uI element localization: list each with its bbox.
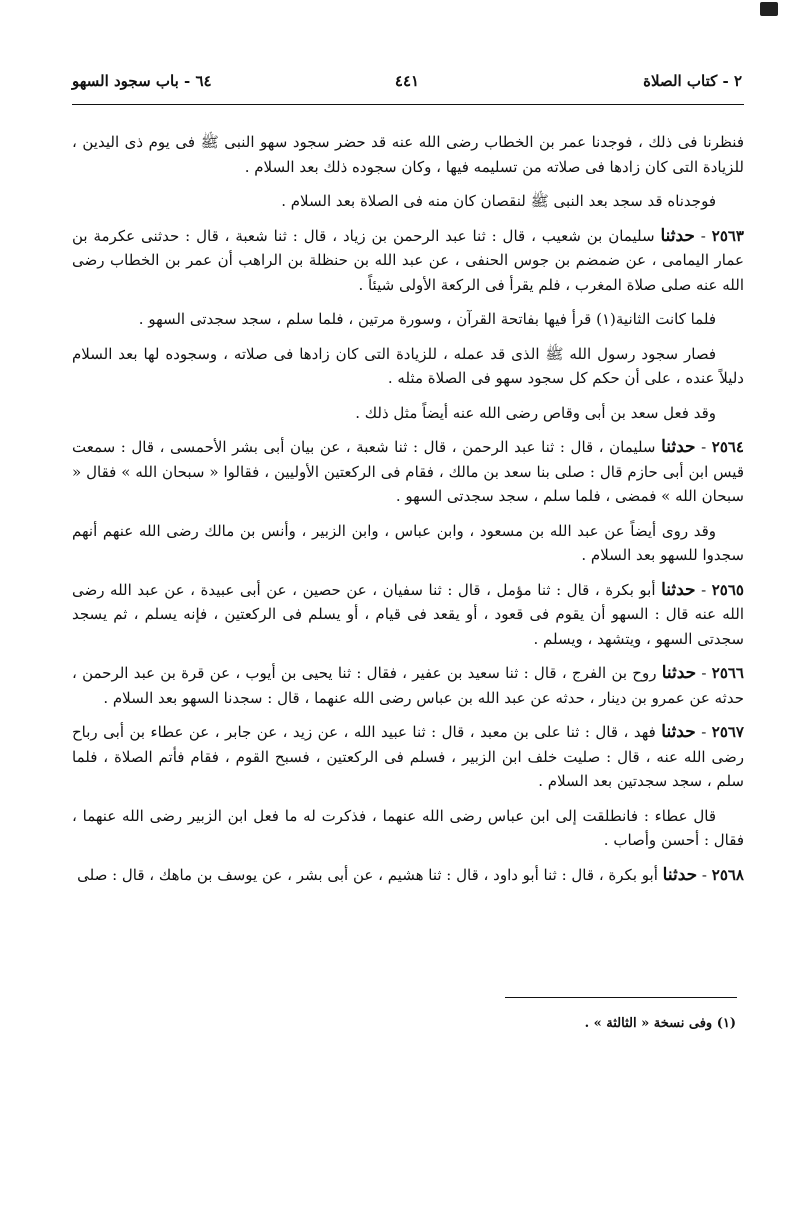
text-paragraph: [72, 519, 744, 568]
text-paragraph: [72, 307, 744, 332]
paragraph-text: قال عطاء : فانطلقت إلى ابن عباس رضى الله عنهما ، فذكرت له ما فعل ابن الزبير رضى الله عنهما ، فقال : أحسن وأصاب .: [72, 806, 744, 849]
haddathana-label: حدثنا: [661, 437, 696, 457]
haddathana-label: حدثنا: [661, 579, 696, 600]
hadith-number: ٢٥٦٨: [711, 865, 744, 884]
hadith-number: ٢٥٦٤: [711, 438, 744, 456]
haddathana-label: حدثنا: [661, 722, 696, 742]
running-header: [72, 72, 742, 98]
paragraph-spacer: [72, 710, 744, 720]
hadith-number: ٢٥٦٥: [711, 580, 744, 599]
paragraph-text: فوجدناه قد سجد بعد النبى ﷺ لنقصان كان منه فى الصلاة بعد السلام .: [281, 192, 716, 210]
paragraph-text: روح بن الفرج ، قال : ثنا سعيد بن عفير ، فقال : ثنا يحيى بن أيوب ، عن قرة بن عبد الرحمن ، حدثه عن عمرو بن دينار ، حدثه عن عبد الله بن عباس رضى الله عنهما ، قال : سجدنا السهو بعد السلام .: [72, 664, 744, 707]
paragraph-text: أبو بكرة ، قال : ثنا مؤمل ، قال : ثنا سفيان ، عن حصين ، عن أبى عبيدة ، عن عبد الله رضى الله عنه قال : السهو أن يقوم فى قعود ، أو يقعد فى قيام ، أو يسلم فى الركعتين ، فإنه يسلم ، ثم يسجد سجدتى السهو ، ويتشهد ، ويسلم .: [72, 580, 744, 648]
text-paragraph: [72, 189, 744, 214]
hadith-paragraph: ٢٥٦٤ - حدثنا سليمان ، قال : ثنا عبد الرحمن ، قال : ثنا شعبة ، عن بيان أبى بشر الأحمسى ، قال : سمعت قيس ابن أبى حازم قال : صلى بنا سعد بن مالك ، فقام فى الركعتين الأوليين ، فقالوا « سبحان الله » فقال « سبحان الله » فمضى ، فلما سلم ، سجد سجدتى السهو .: [72, 437, 744, 505]
header-book-title: ٢ - كتاب الصلاة: [643, 72, 742, 90]
footnote-rule: [505, 997, 737, 998]
paragraph-spacer: [72, 853, 744, 863]
paragraph-text: فهد ، قال : ثنا على بن معبد ، قال : ثنا عبيد الله ، عن زيد ، عن جابر ، عن عطاء بن أبى رباح رضى الله عنه ، قال : صليت خلف ابن الزبير ، فسلم فى الركعتين ، فسبح القوم ، فقام فأتم الصلاة ، فلما سلم ، سجد سجدتين بعد السلام .: [72, 723, 744, 790]
hadith-number: ٢٥٦٣: [711, 226, 744, 245]
paragraph-text: فلما كانت الثانية(١) قرأ فيها بفاتحة القرآن ، وسورة مرتين ، فلما سلم ، سجد سجدتى السهو .: [138, 310, 716, 328]
paragraph-spacer: [72, 332, 744, 342]
paragraph-spacer: [72, 794, 744, 804]
scan-corner-mark: [760, 2, 778, 16]
hadith-number: ٢٥٦٧: [711, 723, 744, 741]
text-paragraph: [72, 130, 744, 179]
hadith-number: ٢٥٦٦: [711, 664, 744, 682]
text-paragraph: [72, 804, 744, 853]
paragraph-text: سليمان ، قال : ثنا عبد الرحمن ، قال : ثنا شعبة ، عن بيان أبى بشر الأحمسى ، قال : سمعت قيس ابن أبى حازم قال : صلى بنا سعد بن مالك ، فقام فى الركعتين الأوليين ، فقالوا « سبحان الله » فقال « سبحان الله » فمضى ، فلما سلم ، سجد سجدتى السهو .: [72, 438, 744, 505]
paragraph-spacer: [72, 179, 744, 189]
main-text: [72, 130, 744, 887]
hadith-paragraph: ٢٥٦٨ - حدثنا أبو بكرة ، قال : ثنا أبو داود ، قال : ثنا هشيم ، عن أبى بشر ، عن يوسف بن ماهك ، قال : صلى: [77, 864, 744, 885]
paragraph-spacer: [72, 391, 744, 401]
haddathana-label: حدثنا: [661, 663, 697, 683]
paragraph-spacer: [72, 297, 744, 307]
paragraph-spacer: [72, 509, 744, 519]
footnote: (١) وفى نسخة « الثالثة » .: [584, 1016, 736, 1031]
paragraph-text: وقد فعل سعد بن أبى وقاص رضى الله عنه أيضاً مثل ذلك .: [355, 403, 716, 422]
paragraph-text: فصار سجود رسول الله ﷺ الذى قد عمله ، للزيادة التى كان زادها فى صلاته ، وسجوده لها بعد السلام دليلاً عنده ، على أن حكم كل سجود سهو فى الصلاة مثله .: [72, 344, 744, 387]
text-paragraph: [72, 401, 744, 426]
paragraph-spacer: [72, 651, 744, 661]
header-chapter-title: ٦٤ - باب سجود السهو: [72, 72, 212, 90]
hadith-paragraph: ٢٥٦٥ - حدثنا أبو بكرة ، قال : ثنا مؤمل ، قال : ثنا سفيان ، عن حصين ، عن أبى عبيدة ، عن عبد الله رضى الله عنه قال : السهو أن يقوم فى قعود ، أو يقعد فى قيام ، أو يسلم فى الركعتين ، فإنه يسلم ، ثم يسجد سجدتى السهو ، ويتشهد ، ويسلم .: [72, 579, 744, 648]
header-rule: [72, 104, 744, 105]
paragraph-spacer: [72, 214, 744, 224]
hadith-paragraph: ٢٥٦٧ - حدثنا فهد ، قال : ثنا على بن معبد ، قال : ثنا عبيد الله ، عن زيد ، عن جابر ، عن عطاء بن أبى رباح رضى الله عنه ، قال : صليت خلف ابن الزبير ، فسلم فى الركعتين ، فسبح القوم ، فقام فأتم الصلاة ، فلما سلم ، سجد سجدتين بعد السلام .: [72, 722, 744, 790]
paragraph-text: فنظرنا فى ذلك ، فوجدنا عمر بن الخطاب رضى الله عنه قد حضر سجود سهو النبى ﷺ فى يوم ذى اليدين ، للزيادة التى كان زادها فى صلاته من تسليمه فيها ، وكان سجوده ذلك بعد السلام .: [72, 133, 744, 176]
paragraph-text: سليمان بن شعيب ، قال : ثنا عبد الرحمن بن زياد ، قال : ثنا شعبة ، قال : حدثنى عكرمة بن عمار اليمامى ، عن ضمضم بن جوس الحنفى ، عن عبد الله بن حنظلة بن الراهب أن عمر بن الخطاب رضى الله عنه صلى صلاة المغرب ، فلم يقرأ فى الركعة الأولى شيئاً .: [72, 226, 744, 294]
hadith-paragraph: ٢٥٦٣ - حدثنا سليمان بن شعيب ، قال : ثنا عبد الرحمن بن زياد ، قال : ثنا شعبة ، قال : حدثنى عكرمة بن عمار اليمامى ، عن ضمضم بن جوس الحنفى ، عن عبد الله بن حنظلة بن الراهب أن عمر بن الخطاب رضى الله عنه صلى صلاة المغرب ، فلم يقرأ فى الركعة الأولى شيئاً .: [72, 225, 744, 294]
paragraph-spacer: [72, 568, 744, 578]
hadith-paragraph: ٢٥٦٦ - حدثنا روح بن الفرج ، قال : ثنا سعيد بن عفير ، فقال : ثنا يحيى بن أيوب ، عن قرة بن عبد الرحمن ، حدثه عن عمرو بن دينار ، حدثه عن عبد الله بن عباس رضى الله عنهما ، قال : سجدنا السهو بعد السلام .: [72, 663, 744, 707]
haddathana-label: حدثنا: [662, 864, 698, 885]
haddathana-label: حدثنا: [660, 225, 695, 246]
paragraph-text: وقد روى أيضاً عن عبد الله بن مسعود ، وابن عباس ، وابن الزبير ، وأنس بن مالك رضى الله عنهم أنهم سجدوا للسهو بعد السلام .: [72, 521, 744, 564]
text-paragraph: [72, 342, 744, 391]
paragraph-spacer: [72, 425, 744, 435]
paragraph-text: أبو بكرة ، قال : ثنا أبو داود ، قال : ثنا هشيم ، عن أبى بشر ، عن يوسف بن ماهك ، قال : صلى: [77, 865, 658, 884]
page-number: ٤٤١: [394, 72, 420, 90]
